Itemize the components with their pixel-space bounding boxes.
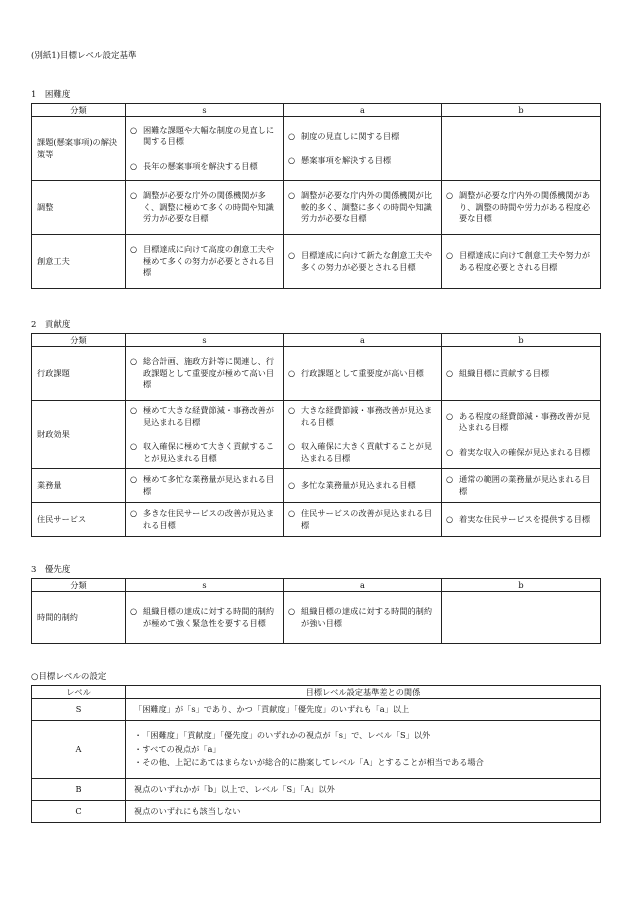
criteria-text: 組織目標の達成に対する時間的制約が強い目標 xyxy=(301,606,433,628)
criteria-cell-a xyxy=(284,235,442,289)
circle-mark-icon: ○ xyxy=(130,124,138,135)
bullet-dot-icon: ・ xyxy=(134,743,143,754)
level-criteria xyxy=(126,779,601,801)
item-spacer xyxy=(287,429,438,440)
criteria-item xyxy=(445,411,597,434)
criteria-cell-a xyxy=(284,347,442,401)
criteria-item xyxy=(287,131,438,143)
circle-mark-icon: ○ xyxy=(130,405,138,415)
circle-mark-icon: ○ xyxy=(288,479,296,490)
header-b: b xyxy=(442,334,601,347)
criteria-cell-s xyxy=(126,117,284,181)
criteria-text: 通常の範囲の業務量が見込まれる目標 xyxy=(459,474,591,496)
criteria-text: 住民サービスの改善が見込まれる目標 xyxy=(301,508,433,530)
criteria-cell-a xyxy=(284,469,442,503)
criteria-cell-a xyxy=(284,592,442,644)
difficulty-table xyxy=(31,103,601,289)
header-a: a xyxy=(284,334,442,347)
row-category: 業務量 xyxy=(32,469,126,503)
item-spacer xyxy=(287,143,438,154)
criteria-item xyxy=(129,405,280,428)
bullet-dot-icon: ・ xyxy=(134,730,143,741)
criteria-text: 多忙な業務量が見込まれる目標 xyxy=(301,479,416,490)
header-category: 分類 xyxy=(32,104,126,117)
criteria-item xyxy=(129,244,280,279)
criteria-cell-b xyxy=(442,235,601,289)
bullet-item xyxy=(134,744,597,756)
circle-mark-icon: ○ xyxy=(130,190,138,201)
criteria-cell-b xyxy=(442,469,601,503)
contribution-table xyxy=(31,333,601,537)
level-criteria-text: 視点のいずれかが「b」以上で、レベル「S」「A」以外 xyxy=(134,783,335,794)
criteria-text: 制度の見直しに関する目標 xyxy=(301,130,400,141)
criteria-cell-a xyxy=(284,117,442,181)
document-title: (別紙1)目標レベル設定基準 xyxy=(31,51,137,61)
level-label: B xyxy=(32,779,126,801)
table-row xyxy=(32,235,601,289)
circle-mark-icon: ○ xyxy=(446,446,454,457)
criteria-cell-a xyxy=(284,401,442,469)
criteria-text: 目標達成に向けて新たな創意工夫や多くの努力が必要とされる目標 xyxy=(301,250,433,272)
header-category: 分類 xyxy=(32,579,126,592)
criteria-cell-s xyxy=(126,347,284,401)
criteria-item xyxy=(287,606,438,629)
header-s: s xyxy=(126,579,284,592)
level-row xyxy=(32,721,601,779)
criteria-item xyxy=(129,508,280,531)
criteria-text: 目標達成に向けて創意工夫や努力がある程度必要とされる目標 xyxy=(459,250,591,272)
criteria-text: 総合計画、施政方針等に関連し、行政課題として重要度が極めて高い目標 xyxy=(143,356,275,390)
circle-mark-icon: ○ xyxy=(288,250,296,260)
criteria-item xyxy=(445,250,597,273)
criteria-item xyxy=(445,368,597,380)
criteria-cell-b xyxy=(442,503,601,537)
bullet-item xyxy=(134,757,597,769)
level-row xyxy=(32,779,601,801)
criteria-text: 調整が必要な庁外の関係機関が多く、調整に極めて多くの時間や知識労力が必要な目標 xyxy=(143,190,274,224)
criteria-text: 多きな住民サービスの改善が見込まれる目標 xyxy=(143,508,275,530)
circle-mark-icon: ○ xyxy=(288,190,296,201)
criteria-item xyxy=(287,508,438,531)
criteria-item xyxy=(445,514,597,526)
criteria-item xyxy=(129,441,280,464)
row-category: 時間的制約 xyxy=(32,592,126,644)
criteria-cell-b xyxy=(442,181,601,235)
header-relation: 目標レベル設定基準差との関係 xyxy=(126,686,601,699)
row-category: 財政効果 xyxy=(32,401,126,469)
criteria-cell-a xyxy=(284,181,442,235)
criteria-cell-a xyxy=(284,503,442,537)
criteria-item xyxy=(129,356,280,391)
level-label: A xyxy=(32,721,126,779)
bullet-dot-icon: ・ xyxy=(134,757,143,768)
criteria-cell-b xyxy=(442,347,601,401)
criteria-text: 大きな経費節減・事務改善が見込まれる目標 xyxy=(301,405,433,427)
level-label: C xyxy=(32,801,126,823)
criteria-cell-b xyxy=(442,117,601,181)
criteria-item xyxy=(445,447,597,459)
circle-mark-icon: ○ xyxy=(288,155,296,165)
circle-mark-icon: ○ xyxy=(130,606,138,616)
section-heading-levels: ○目標レベルの設定 xyxy=(31,672,107,682)
level-criteria-text: 「困難度」が「s」であり、かつ「貢献度」「優先度」のいずれも「a」以上 xyxy=(134,703,410,714)
circle-mark-icon: ○ xyxy=(130,508,138,518)
circle-mark-icon: ○ xyxy=(288,367,296,378)
criteria-item xyxy=(129,125,280,148)
criteria-text: 収入確保に極めて大きく貢献することが見込まれる目標 xyxy=(143,441,275,463)
header-b: b xyxy=(442,579,601,592)
table-row xyxy=(32,401,601,469)
circle-mark-icon: ○ xyxy=(288,405,296,415)
level-criteria xyxy=(126,801,601,823)
criteria-item xyxy=(129,161,280,173)
circle-mark-icon: ○ xyxy=(446,190,454,201)
circle-mark-icon: ○ xyxy=(130,474,138,484)
criteria-item xyxy=(287,250,438,273)
circle-mark-icon: ○ xyxy=(130,160,138,171)
criteria-cell-s xyxy=(126,235,284,289)
header-a: a xyxy=(284,579,442,592)
table-row xyxy=(32,181,601,235)
criteria-cell-s xyxy=(126,469,284,503)
criteria-text: 収入確保に大きく貢献することが見込まれる目標 xyxy=(301,441,433,463)
circle-mark-icon: ○ xyxy=(288,508,296,518)
circle-mark-icon: ○ xyxy=(288,606,296,616)
table-row xyxy=(32,469,601,503)
circle-mark-icon: ○ xyxy=(446,474,454,484)
header-level: レベル xyxy=(32,686,126,699)
header-b: b xyxy=(442,104,601,117)
criteria-text: 極めて大きな経費節減・事務改善が見込まれる目標 xyxy=(143,405,275,427)
circle-mark-icon: ○ xyxy=(130,356,138,367)
criteria-cell-s xyxy=(126,503,284,537)
level-row xyxy=(32,699,601,721)
criteria-text: 着実な住民サービスを提供する目標 xyxy=(459,513,591,524)
criteria-item xyxy=(129,190,280,225)
circle-mark-icon: ○ xyxy=(446,513,454,524)
criteria-item xyxy=(287,441,438,464)
circle-mark-icon: ○ xyxy=(446,367,454,378)
priority-table xyxy=(31,578,601,644)
criteria-item xyxy=(445,474,597,497)
criteria-cell-s xyxy=(126,592,284,644)
section-heading-contribution: 2 貢献度 xyxy=(31,320,71,330)
circle-mark-icon: ○ xyxy=(446,410,454,421)
criteria-text: ある程度の経費節減・事務改善が見込まれる目標 xyxy=(459,410,591,433)
header-category: 分類 xyxy=(32,334,126,347)
bullet-item xyxy=(134,730,597,742)
criteria-text: 困難な課題や大幅な制度の見直しに関する目標 xyxy=(143,124,275,147)
level-criteria-text: 「困難度」「貢献度」「優先度」のいずれかの視点が「s」で、レベル「S」以外 xyxy=(142,730,431,741)
level-row xyxy=(32,801,601,823)
header-s: s xyxy=(126,334,284,347)
criteria-text: 行政課題として重要度が高い目標 xyxy=(301,367,424,378)
criteria-text: 長年の懸案事項を解決する目標 xyxy=(143,160,258,171)
table-row xyxy=(32,503,601,537)
row-category: 課題(懸案事項)の解決策等 xyxy=(32,117,126,181)
item-spacer xyxy=(129,429,280,440)
criteria-text: 懸案事項を解決する目標 xyxy=(301,155,392,165)
criteria-item xyxy=(129,474,280,497)
criteria-cell-b xyxy=(442,401,601,469)
level-label: S xyxy=(32,699,126,721)
criteria-text: 組織目標の達成に対する時間的制約が極めて強く緊急性を要する目標 xyxy=(143,606,275,628)
criteria-item xyxy=(287,405,438,428)
item-spacer xyxy=(129,149,280,160)
level-criteria xyxy=(126,721,601,779)
criteria-text: 目標達成に向けて高度の創意工夫や極めて多くの努力が必要とされる目標 xyxy=(143,244,275,278)
criteria-cell-s xyxy=(126,401,284,469)
criteria-item xyxy=(287,368,438,380)
table-row xyxy=(32,347,601,401)
row-category: 住民サービス xyxy=(32,503,126,537)
circle-mark-icon: ○ xyxy=(130,244,138,255)
circle-mark-icon: ○ xyxy=(130,441,138,451)
header-a: a xyxy=(284,104,442,117)
level-criteria-text: すべての視点が「a」 xyxy=(142,743,221,754)
criteria-item xyxy=(129,606,280,629)
levels-table xyxy=(31,685,601,823)
criteria-text: 着実な収入の確保が見込まれる目標 xyxy=(459,446,591,457)
level-criteria-text: 視点のいずれにも該当しない xyxy=(134,805,241,816)
circle-mark-icon: ○ xyxy=(446,250,454,260)
row-category: 行政課題 xyxy=(32,347,126,401)
table-row xyxy=(32,117,601,181)
section-heading-priority: 3 優先度 xyxy=(31,565,71,575)
header-s: s xyxy=(126,104,284,117)
criteria-item xyxy=(287,155,438,167)
section-heading-difficulty: 1 困難度 xyxy=(31,90,71,100)
row-category: 調整 xyxy=(32,181,126,235)
circle-mark-icon: ○ xyxy=(288,130,296,141)
criteria-text: 調整が必要な庁内外の関係機関があり、調整の時間や労力がある程度必要な目標 xyxy=(459,190,591,224)
criteria-text: 調整が必要な庁内外の関係機関が比較的多く、調整に多くの時間や知識労力が必要な目標 xyxy=(301,190,433,224)
table-row xyxy=(32,592,601,644)
criteria-cell-s xyxy=(126,181,284,235)
level-criteria-text: その他、上記にあてはまらないが総合的に勘案してレベル「A」とすることが相当である場合 xyxy=(142,757,484,768)
level-criteria xyxy=(126,699,601,721)
criteria-item xyxy=(445,190,597,225)
criteria-item xyxy=(287,190,438,225)
row-category: 創意工夫 xyxy=(32,235,126,289)
item-spacer xyxy=(445,435,597,446)
criteria-item xyxy=(287,480,438,492)
circle-mark-icon: ○ xyxy=(288,441,296,451)
criteria-text: 組織目標に貢献する目標 xyxy=(459,367,550,378)
criteria-text: 極めて多忙な業務量が見込まれる目標 xyxy=(143,474,275,496)
criteria-cell-b xyxy=(442,592,601,644)
